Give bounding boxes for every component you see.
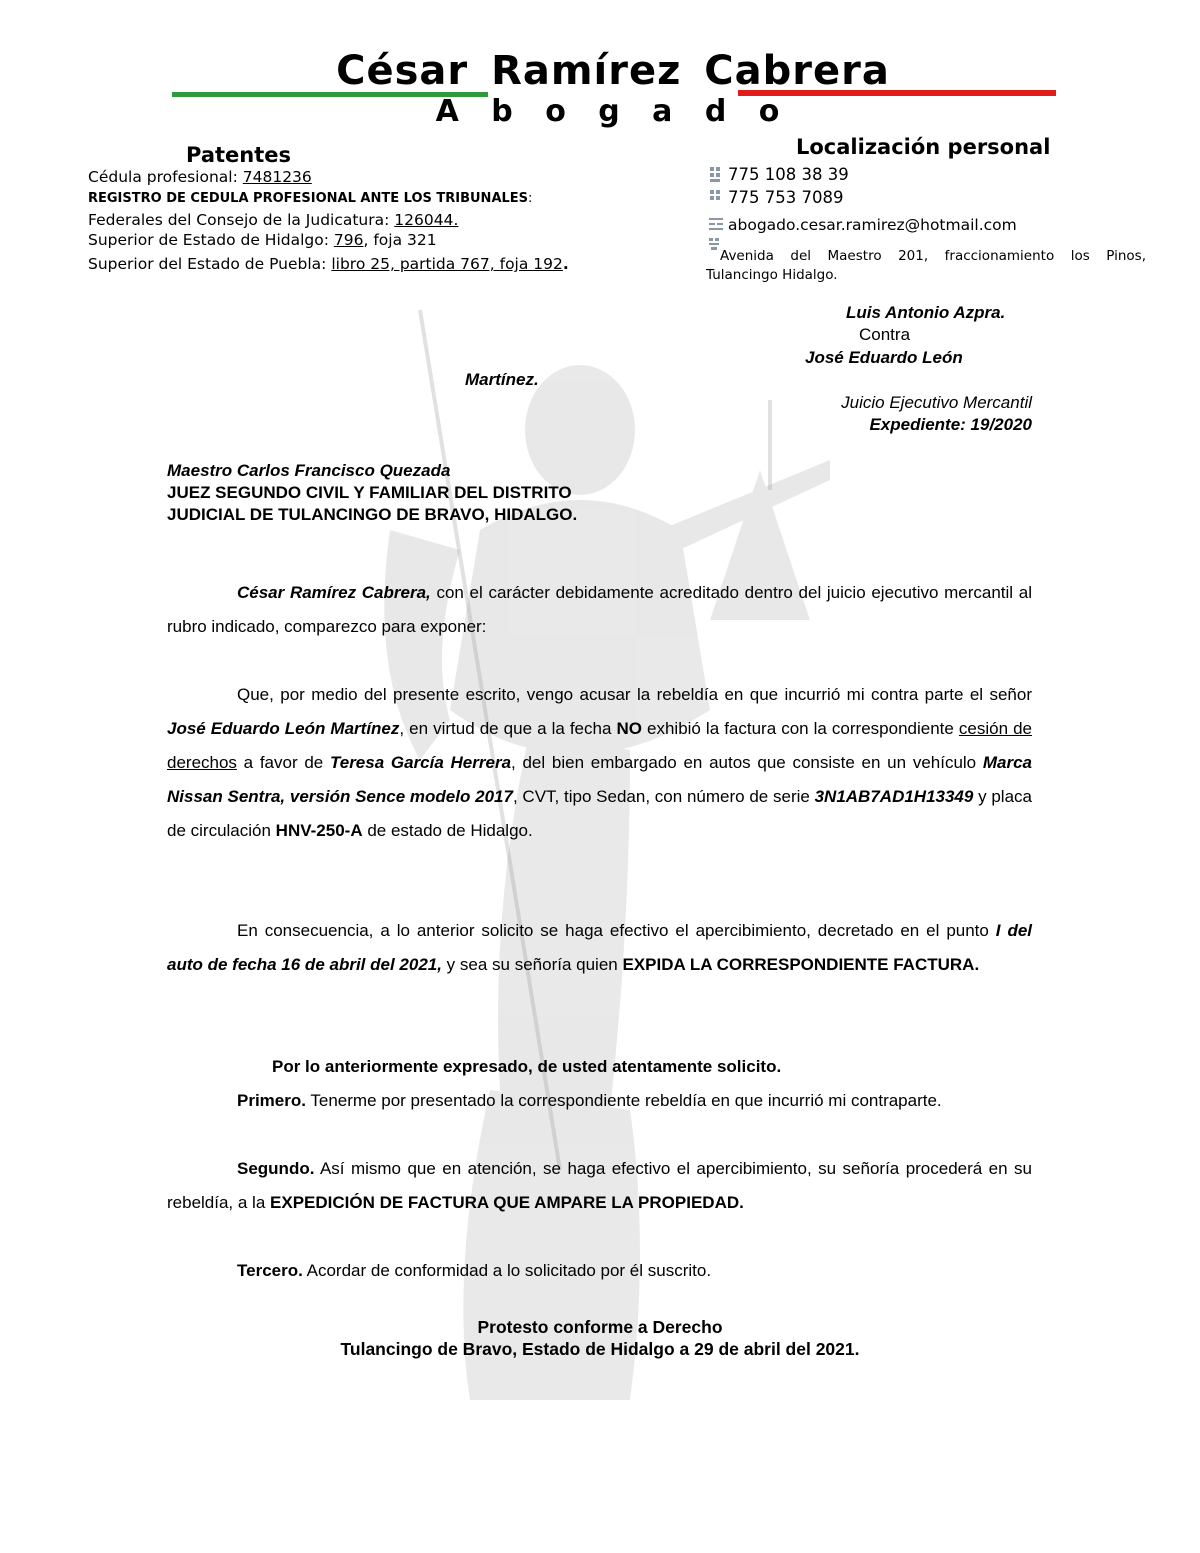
paragraph-2: Que, por medio del presente escrito, vengo acusar la rebeldía en que incurrió mi contra parte el señor José Eduardo León Martínez, en virtud de que a la fecha NO exhibió la factura con la correspondiente cesión de derechos a favor de Teresa García Herrera, del bien embargado en autos que consiste en un vehículo Marca Nissan Sentra, versión Sence modelo 2017, CVT, tipo Sedan, con número de serie 3N1AB7AD1H13349 y placa de circulación HNV-250-A de estado de Hidalgo. bbox=[167, 685, 1032, 840]
judge-name: Maestro Carlos Francisco Quezada bbox=[167, 461, 451, 480]
lawyer-name: César Ramírez Cabrera bbox=[336, 48, 890, 94]
registro-heading: REGISTRO DE CEDULA PROFESIONAL ANTE LOS TRIBUNALES: bbox=[88, 191, 533, 206]
court-line-2: JUDICIAL DE TULANCINGO DE BRAVO, HIDALGO. bbox=[167, 505, 578, 524]
demandado-name: José Eduardo León bbox=[805, 348, 963, 367]
email-icon bbox=[708, 215, 726, 233]
petition-primero: Primero. Tenerme por presentado la correspondiente rebeldía en que incurrió mi contraparte. bbox=[237, 1091, 942, 1110]
expediente: Expediente: 19/2020 bbox=[869, 415, 1032, 434]
paragraph-1: César Ramírez Cabrera, con el carácter debidamente acreditado dentro del juicio ejecutivo mercantil al rubro indicado, comparezco para exponer: bbox=[167, 583, 1033, 636]
phone-1: 775 108 38 39 bbox=[708, 164, 849, 186]
address: Avenida del Maestro 201, fraccionamiento los Pinos, Tulancingo Hidalgo. bbox=[706, 248, 1146, 283]
email-line: abogado.cesar.ramirez@hotmail.com bbox=[708, 214, 1017, 236]
puebla-line: Superior del Estado de Puebla: libro 25, partida 767, foja 192. bbox=[88, 255, 569, 273]
phone-icon bbox=[708, 165, 726, 183]
petition-tercero: Tercero. Acordar de conformidad a lo solicitado por él suscrito. bbox=[237, 1261, 712, 1280]
phone-2: 775 753 7089 bbox=[708, 187, 843, 209]
closing-protesto: Protesto conforme a Derecho bbox=[477, 1317, 723, 1337]
patentes-heading: Patentes bbox=[186, 143, 292, 167]
court-line-1: JUEZ SEGUNDO CIVIL Y FAMILIAR DEL DISTRITO bbox=[167, 483, 572, 502]
hidalgo-line: Superior de Estado de Hidalgo: 796, foja 321 bbox=[88, 231, 437, 249]
mobile-phone-icon bbox=[708, 188, 726, 206]
localizacion-heading: Localización personal bbox=[796, 135, 1051, 159]
closing-place-date: Tulancingo de Bravo, Estado de Hidalgo a 29 de abril del 2021. bbox=[340, 1339, 860, 1359]
solicito-line: Por lo anteriormente expresado, de usted atentamente solicito. bbox=[272, 1057, 782, 1076]
profession-title: A b o g a d o bbox=[435, 94, 791, 129]
petition-segundo: Segundo. Así mismo que en atención, se haga efectivo el apercibimiento, su señoría procederá en su rebeldía, a la EXPEDICIÓN DE FACTURA QUE AMPARE LA PROPIEDAD. bbox=[167, 1159, 1032, 1212]
demandado-surname: Martínez. bbox=[465, 370, 539, 389]
cedula-value: 7481236 bbox=[242, 168, 312, 186]
paragraph-3: En consecuencia, a lo anterior solicito se haga efectivo el apercibimiento, decretado en el punto I del auto de fecha 16 de abril del 2021, y sea su señoría quien EXPIDA LA CORRESPONDIENTE FACTURA. bbox=[167, 921, 1033, 974]
federales-line: Federales del Consejo de la Judicatura: 126044. bbox=[88, 211, 459, 229]
contra-label: Contra bbox=[859, 325, 911, 344]
juicio-type: Juicio Ejecutivo Mercantil bbox=[841, 393, 1032, 412]
cedula-line: Cédula profesional: 7481236 bbox=[88, 168, 312, 186]
actor-name: Luis Antonio Azpra. bbox=[846, 303, 1006, 322]
